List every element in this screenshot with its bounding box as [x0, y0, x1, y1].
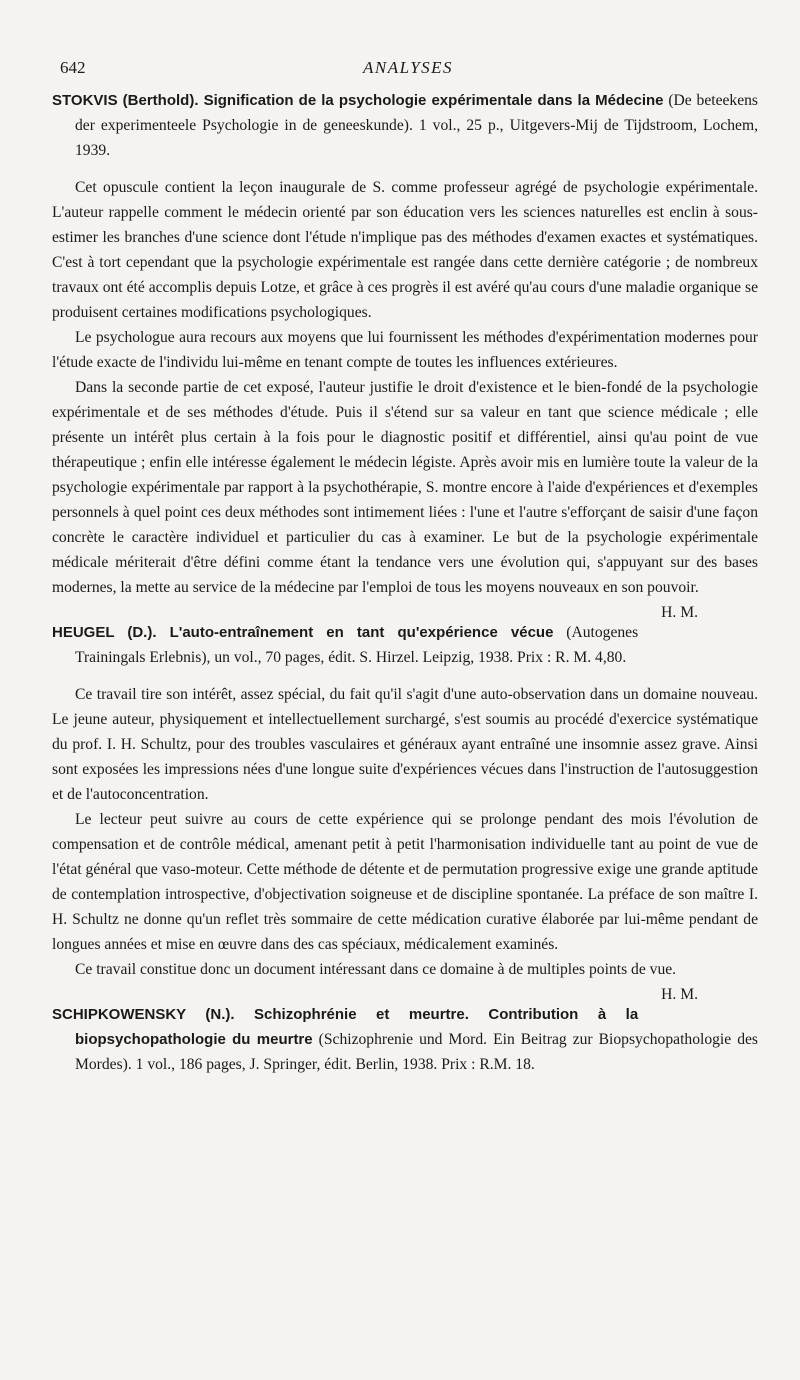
publication-details: (Autogenes Trainingals Erlebnis), un vol., 70 pages, édit. S. Hirzel. Leipzig, 1938. Prix : R. M. 4,80. [75, 624, 639, 666]
review-paragraph [52, 957, 758, 1003]
reviewer-signature: H. M. [661, 986, 698, 1003]
section-title: ANALYSES [362, 58, 454, 77]
author-name: STOKVIS [52, 92, 118, 109]
review-paragraph-text: Ce travail constitue donc un document intéressant dans ce domaine à de multiples points de vue. [75, 961, 677, 978]
work-title: Schizophrénie et meurtre. Contribution à la biopsychopathologie du meurtre [75, 1006, 639, 1048]
bibliographic-reference [52, 88, 758, 163]
bibliographic-reference [52, 1002, 758, 1077]
work-title: Signification de la psychologie expérimentale dans la Médecine [203, 92, 664, 109]
reviewer-signature: H. M. [661, 604, 698, 621]
review-paragraph: Le psychologue aura recours aux moyens que lui fournissent les méthodes d'expérimentation modernes pour l'étude exacte de l'individu lui-même en tenant compte de toutes les influences extérieures. [52, 329, 758, 371]
running-head [60, 58, 756, 82]
review-paragraph [52, 375, 758, 621]
author-initials: (D.). [114, 624, 170, 641]
review-heugel [52, 620, 758, 1003]
review-paragraph: Le lecteur peut suivre au cours de cette expérience qui se prolonge pendant des mois l'évolution de compensation et de contrôle médical, amenant petit à petit l'harmonisation individuelle tant au point de vue de l'état général que vaso-moteur. Cette méthode de détente et de permutation progressive exige une grande aptitude de contemplation introspective, d'objectivation soigneuse et de discipline spontanée. La préface de son maître I. H. Schultz ne donne qu'un reflet très sommaire de cette médication curative élaborée par lui-même pendant de longues années et mise en œuvre dans des cas spéciaux, médicalement examinés. [52, 811, 758, 953]
review-paragraph: Cet opuscule contient la leçon inaugurale de S. comme professeur agrégé de psychologie expérimentale. L'auteur rappelle comment le médecin orienté par son éducation vers les sciences naturelles est enclin à sous-estimer les branches d'une science dont l'étude n'implique pas des méthodes d'examen exactes et systématiques. C'est à tort cependant que la psychologie expérimentale est rangée dans cette dernière catégorie ; de nombreux travaux ont été accomplis depuis Lotze, et grâce à ces progrès il est avéré qu'au cours d'une maladie organique se produisent certaines modifications psychologiques. [52, 179, 758, 321]
author-name: SCHIPKOWENSKY [52, 1006, 186, 1023]
review-paragraph-text: Dans la seconde partie de cet exposé, l'auteur justifie le droit d'existence et le bien-fondé de la psychologie expérimentale et de ses méthodes d'étude. Puis il s'étend sur sa valeur en tant que science médicale ; elle présente un intérêt plus certain à la fois pour le diagnostic positif et différentiel, ainsi qu'au point de vue thérapeutique ; enfin elle intéresse également le médecin légiste. Après avoir mis en lumière toute la valeur de la psychologie expérimentale par rapport à la psychothérapie, S. montre encore à l'aide d'expériences et d'exemples personnels à quel point ces deux méthodes sont intimement liées : l'une et l'autre s'efforçant de saisir d'une façon concrète le caractère individuel et particulier du cas à examiner. Le but de la psychologie expérimentale médicale mériterait d'être défini comme étant la tendance vers une évolution qui, s'appuyant sur des bases modernes, la mette au service de la médecine par l'emploi de tous les moyens nouveaux en son pouvoir. [52, 379, 758, 596]
author-initials: (Berthold). [117, 92, 204, 109]
page-number: 642 [60, 58, 86, 77]
review-schipkowensky [52, 1002, 758, 1077]
publication-details: (De beteekens der experimenteele Psychologie in de geneeskunde). 1 vol., 25 p., Uitgevers-Mij de Tijdstroom, Lochem, 1939. [75, 92, 758, 159]
publication-details: (Schizophrenie und Mord. Ein Beitrag zur Biopsychopathologie des Mordes). 1 vol., 186 pages, J. Springer, édit. Berlin, 1938. Prix : R.M. 18. [75, 1031, 758, 1073]
review-paragraph: Ce travail tire son intérêt, assez spécial, du fait qu'il s'agit d'une auto-observation dans un domaine nouveau. Le jeune auteur, physiquement et intellectuellement surchargé, s'est soumis au procédé d'exercice systématique du prof. I. H. Schultz, pour des troubles vasculaires et généraux ayant entraîné une insomnie assez grave. Ainsi sont exposées les impressions nées d'une longue suite d'expériences vécues dans l'instruction de l'autosuggestion et de l'autoconcentration. [52, 686, 758, 803]
bibliographic-reference [52, 620, 758, 670]
author-name: HEUGEL [52, 624, 115, 641]
author-initials: (N.). [185, 1006, 255, 1023]
work-title: L'auto-entraînement en tant qu'expérience vécue [169, 624, 554, 641]
review-stokvis [52, 88, 758, 621]
reviews-column [52, 88, 758, 1077]
